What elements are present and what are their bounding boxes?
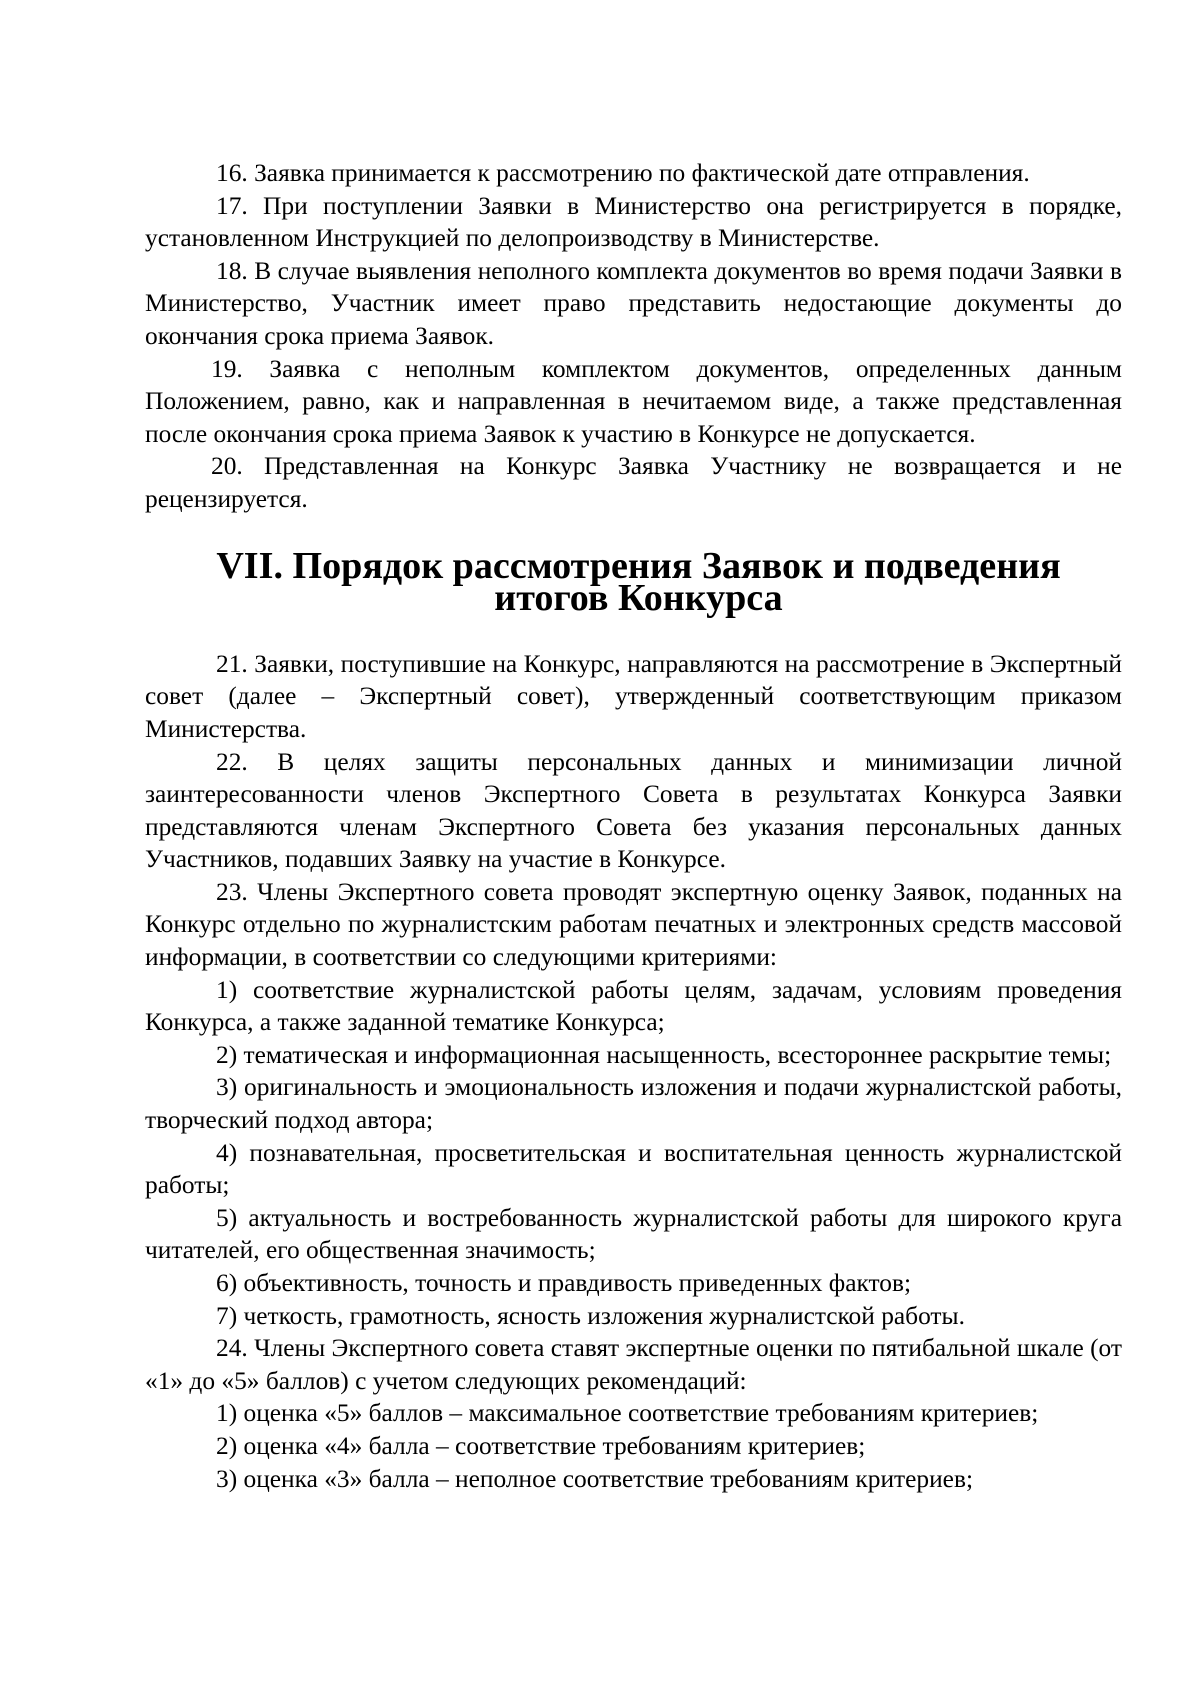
document-body: [145, 157, 1122, 1495]
paragraph-23: 23. Члены Экспертного совета проводят экспертную оценку Заявок, поданных на Конкурс отдельно по журналистским работам печатных и электронных средств массовой информации, в соответствии со следующими критериями:: [145, 877, 1122, 972]
criterion-6: 6) объективность, точность и правдивость приведенных фактов;: [216, 1269, 912, 1297]
score-4: 2) оценка «4» балла – соответствие требованиям критериев;: [216, 1431, 866, 1460]
criterion-4: 4) познавательная, просветительская и воспитательная ценность журналистской работы;: [145, 1138, 1122, 1200]
paragraph-20: 20. Представленная на Конкурс Заявка Участнику не возвращается и не рецензируется.: [145, 452, 1122, 513]
criterion-2: 2) тематическая и информационная насыщенность, всестороннее раскрытие темы;: [216, 1040, 1112, 1069]
criterion-7: 7) четкость, грамотность, ясность изложения журналистской работы.: [216, 1301, 965, 1330]
paragraph-24: 24. Члены Экспертного совета ставят экспертные оценки по пятибальной шкале (от «1» до «5» баллов) с учетом следующих рекомендаций:: [145, 1334, 1123, 1395]
section-heading: VII. Порядок рассмотрения Заявок и подведения итогов Конкурса: [216, 544, 1061, 620]
score-5: 1) оценка «5» баллов – максимальное соответствие требованиям критериев;: [216, 1399, 1039, 1428]
paragraph-18: 18. В случае выявления неполного комплекта документов во время подачи Заявки в Министерство, Участник имеет право представить недостающие документы до окончания срока приема Заявок.: [145, 256, 1122, 350]
criterion-1: 1) соответствие журналистской работы целям, задачам, условиям проведения Конкурса, а также заданной тематике Конкурса;: [145, 975, 1122, 1037]
paragraph-17: 17. При поступлении Заявки в Министерство она регистрируется в порядке, установленном Инструкцией по делопроизводству в Министерстве.: [145, 191, 1122, 253]
paragraph-16: 16. Заявка принимается к рассмотрению по фактической дате отправления.: [216, 159, 1030, 187]
criterion-3: 3) оригинальность и эмоциональность изложения и подачи журналистской работы, творческий подход автора;: [145, 1073, 1122, 1135]
paragraph-21: 21. Заявки, поступившие на Конкурс, направляются на рассмотрение в Экспертный совет (далее – Экспертный совет), утвержденный соответствующим приказом Министерства.: [145, 649, 1122, 743]
score-3: 3) оценка «3» балла – неполное соответствие требованиям критериев;: [216, 1464, 973, 1493]
criterion-5: 5) актуальность и востребованность журналистской работы для широкого круга читателей, его общественная значимость;: [145, 1203, 1122, 1265]
paragraph-19: 19. Заявка с неполным комплектом документов, определенных данным Положением, равно, как и направленная в нечитаемом виде, а также представленная после окончания срока приема Заявок к участию в Конкурсе не допускается.: [145, 354, 1122, 448]
paragraph-22: 22. В целях защиты персональных данных и минимизации личной заинтересованности членов Экспертного Совета в результатах Конкурса Заявки представляются членам Экспертного Совета без указания персональных данных Участников, подавших Заявку на участие в Конкурсе.: [145, 747, 1122, 874]
